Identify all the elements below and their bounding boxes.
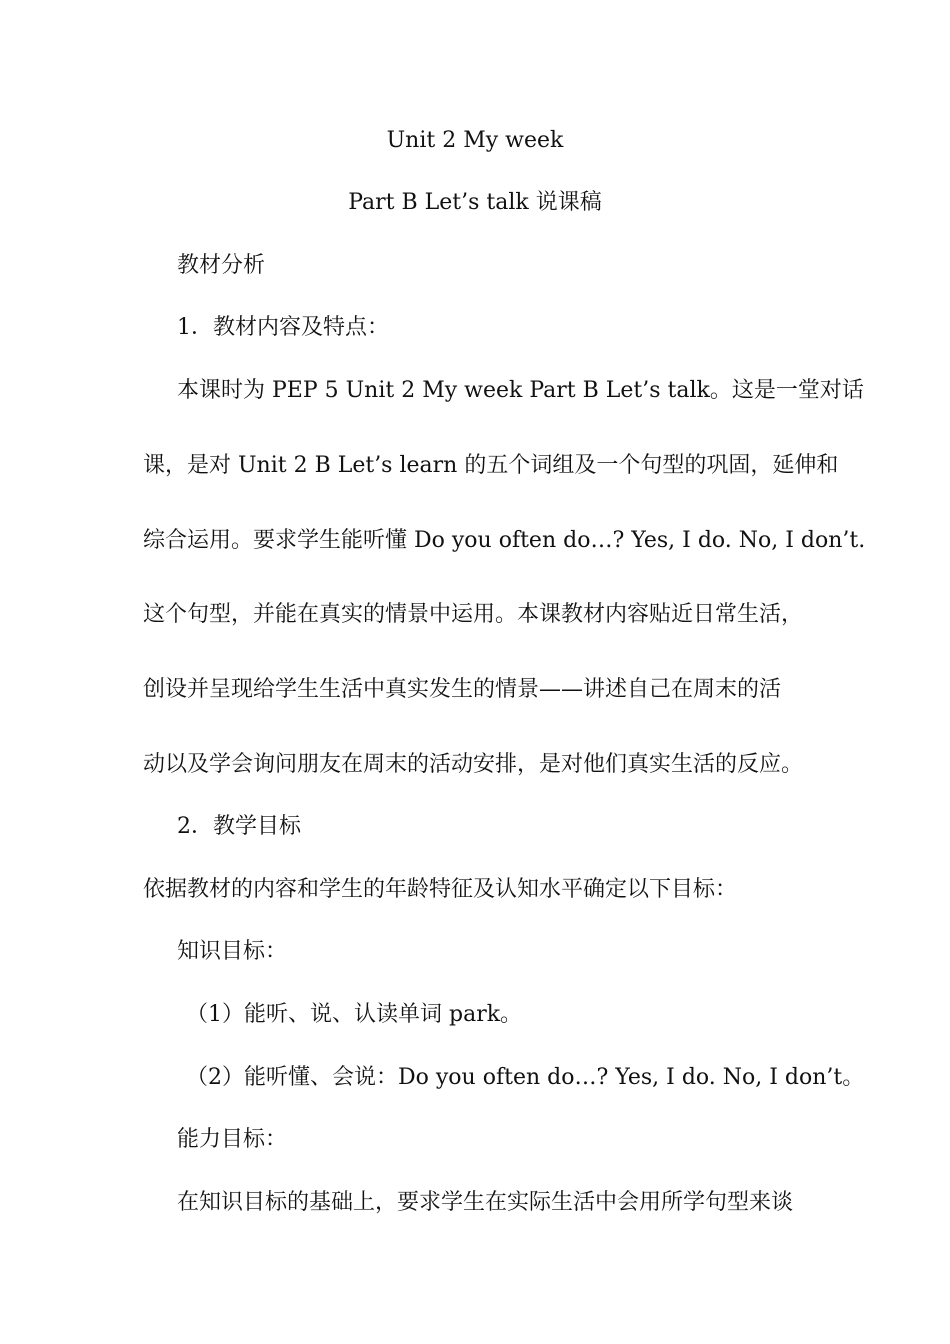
document-title: Unit 2 My week (386, 128, 564, 153)
paragraph-line: 课，是对 Unit 2 B Let’s learn 的五个词组及一个句型的巩固，延伸和 (143, 453, 839, 478)
paragraph-line: 这个句型，并能在真实的情景中运用。本课教材内容贴近日常生活， (143, 602, 804, 627)
paragraph-line: 综合运用。要求学生能听懂 Do you often do…? Yes, I do. No, I don’t. (143, 528, 866, 553)
paragraph-line: 动以及学会询问朋友在周末的活动安排，是对他们真实生活的反应。 (143, 752, 804, 777)
item2-heading: 2．教学目标 (177, 814, 301, 839)
knowledge-heading: 知识目标： (177, 939, 288, 964)
document-subtitle: Part B Let’s talk 说课稿 (348, 190, 602, 215)
paragraph-line: 本课时为 PEP 5 Unit 2 My week Part B Let’s talk。这是一堂对话 (177, 378, 864, 403)
goals-intro: 依据教材的内容和学生的年龄特征及认知水平确定以下目标： (143, 877, 738, 902)
section-heading: 教材分析 (177, 253, 266, 278)
paragraph-line: 创设并呈现给学生生活中真实发生的情景——讲述自己在周末的活 (143, 677, 782, 702)
knowledge-item: （2）能听懂、会说：Do you often do…? Yes, I do. No, I don’t。 (186, 1065, 865, 1090)
knowledge-item: （1）能听、说、认读单词 park。 (186, 1002, 523, 1027)
ability-text: 在知识目标的基础上，要求学生在实际生活中会用所学句型来谈 (177, 1190, 794, 1215)
ability-heading: 能力目标： (177, 1127, 288, 1152)
item1-heading: 1．教材内容及特点： (177, 315, 389, 340)
